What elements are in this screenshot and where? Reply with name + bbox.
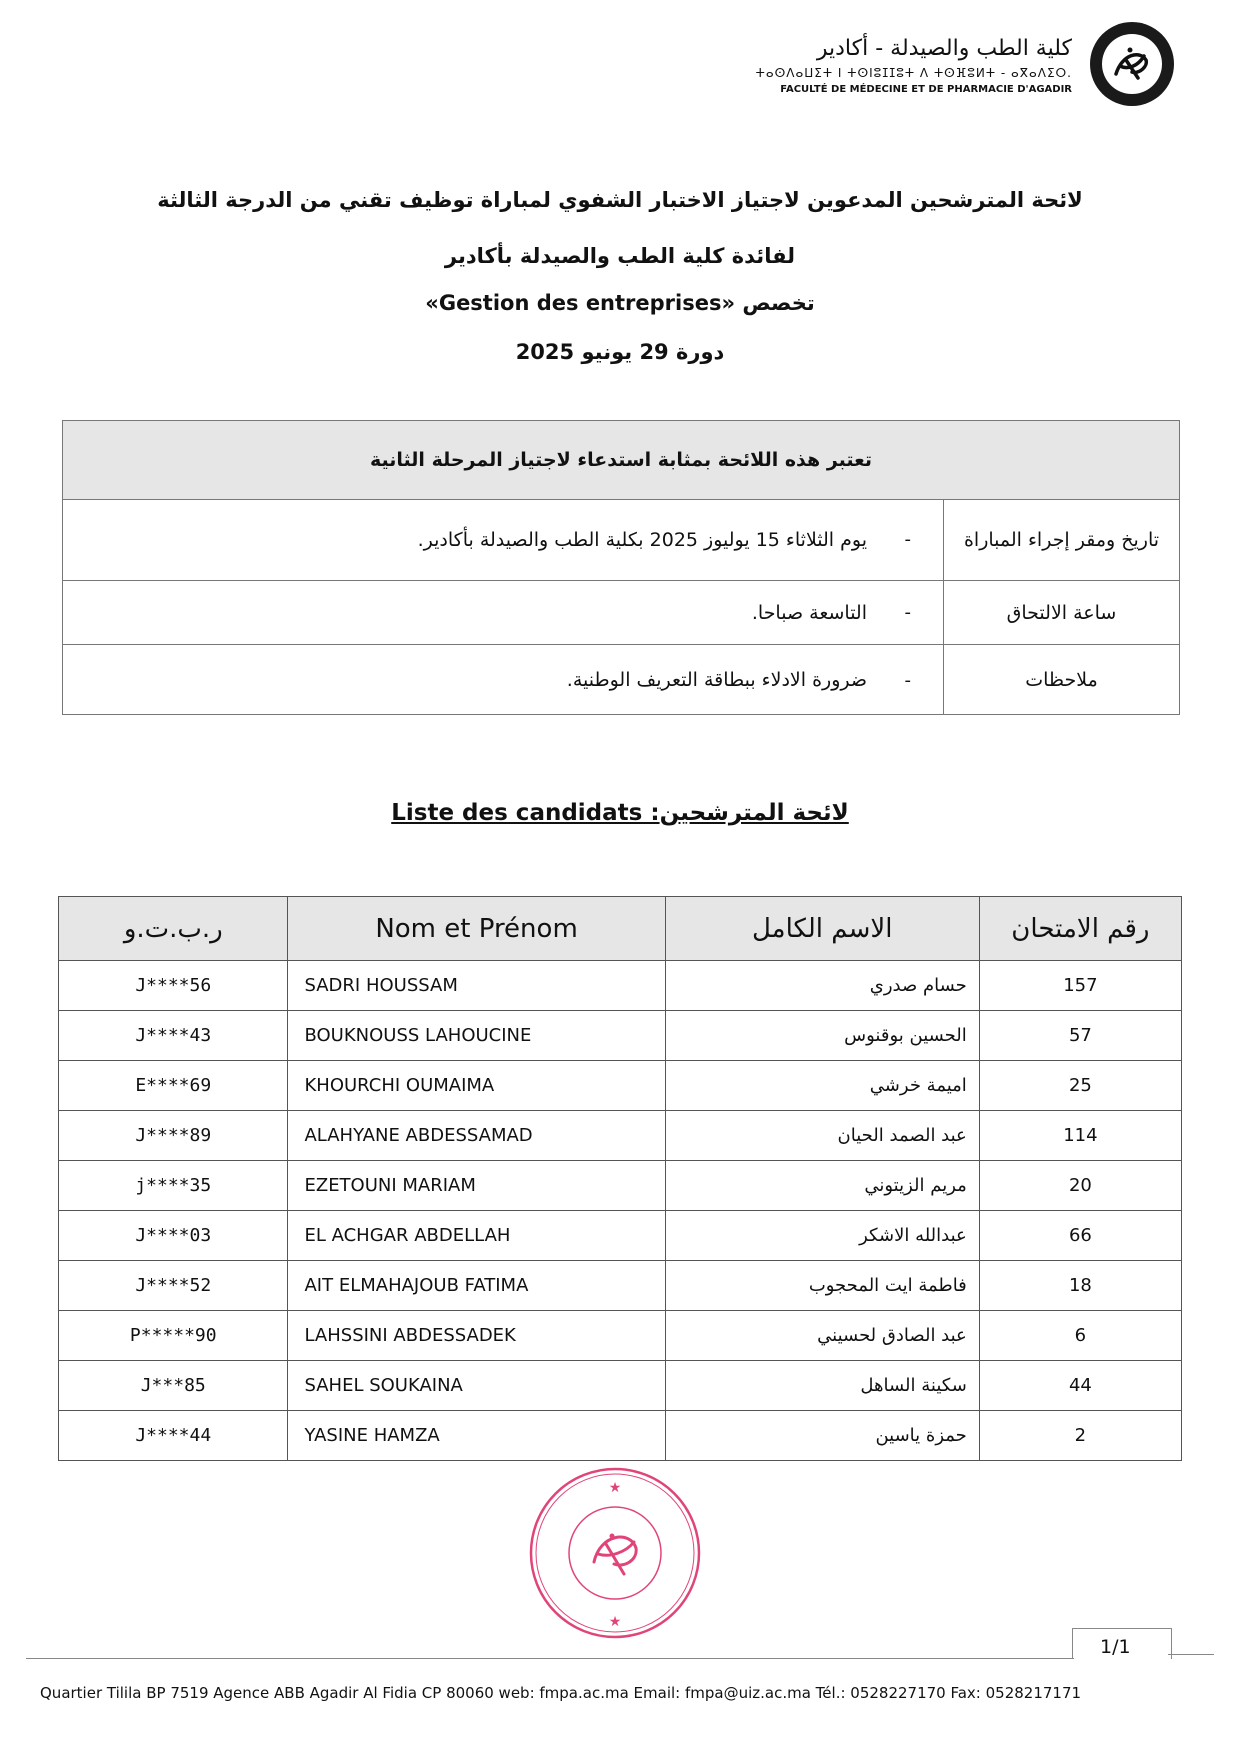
column-header-exam-number: رقم الامتحان <box>979 897 1181 961</box>
info-label: ساعة الالتحاق <box>943 581 1179 644</box>
cell-exam-number: 6 <box>979 1311 1181 1361</box>
cell-name-ar: سكينة الساهل <box>665 1361 979 1411</box>
cell-exam-number: 25 <box>979 1061 1181 1111</box>
cell-exam-number: 18 <box>979 1261 1181 1311</box>
footer-address: Quartier Tilila BP 7519 Agence ABB Agadir Al Fidia CP 80060 web: fmpa.ac.ma Email: fmpa@uiz.ac.ma Tél.: 0528227170 Fax: 0528217171 <box>40 1684 1082 1702</box>
cell-name-ar: مريم الزيتوني <box>665 1161 979 1211</box>
cell-name-ar: اميمة خرشي <box>665 1061 979 1111</box>
cell-name-fr: AIT ELMAHAJOUB FATIMA <box>288 1261 665 1311</box>
candidates-list-title <box>0 800 1240 826</box>
cell-name-fr: SAHEL SOUKAINA <box>288 1361 665 1411</box>
convocation-info-table <box>62 420 1180 715</box>
university-seal-logo <box>1088 20 1176 108</box>
cell-exam-number: 66 <box>979 1211 1181 1261</box>
convocation-info-heading: تعتبر هذه اللائحة بمثابة استدعاء لاجتياز المرحلة الثانية <box>63 421 1179 500</box>
faculty-name-french: FACULTÉ DE MÉDECINE ET DE PHARMACIE D'AGADIR <box>780 84 1072 95</box>
cell-name-fr: EL ACHGAR ABDELLAH <box>288 1211 665 1261</box>
svg-text:★: ★ <box>608 1614 622 1630</box>
cell-name-fr: ALAHYANE ABDESSAMAD <box>288 1111 665 1161</box>
info-value: ضرورة الادلاء ببطاقة التعريف الوطنية. <box>566 669 867 691</box>
column-header-cin: ر.ب.ت.و <box>59 897 288 961</box>
table-row <box>59 1261 1182 1311</box>
cell-name-fr: KHOURCHI OUMAIMA <box>288 1061 665 1111</box>
footer-divider <box>26 1658 1074 1659</box>
candidates-table-body <box>59 961 1182 1461</box>
info-row-notes <box>63 645 1179 715</box>
table-row <box>59 961 1182 1011</box>
info-label: ملاحظات <box>943 645 1179 715</box>
info-dash: - <box>904 602 911 623</box>
cell-name-ar: الحسين بوقنوس <box>665 1011 979 1061</box>
cell-cin: J***85 <box>59 1361 288 1411</box>
table-row <box>59 1161 1182 1211</box>
table-row <box>59 1111 1182 1161</box>
document-title-line-1: لائحة المترشحين المدعوين لاجتياز الاختبار الشفوي لمباراة توظيف تقني من الدرجة الثالثة <box>157 188 1083 212</box>
cell-exam-number: 20 <box>979 1161 1181 1211</box>
info-dash: - <box>904 529 911 550</box>
table-header-row <box>59 897 1182 961</box>
cell-name-ar: عبد الصادق لحسيني <box>665 1311 979 1361</box>
document-title-line-4: دورة 29 يونيو 2025 <box>515 340 725 364</box>
cell-cin: J****44 <box>59 1411 288 1461</box>
cell-cin: J****43 <box>59 1011 288 1061</box>
cell-name-fr: EZETOUNI MARIAM <box>288 1161 665 1211</box>
cell-cin: j****35 <box>59 1161 288 1211</box>
cell-cin: E****69 <box>59 1061 288 1111</box>
cell-name-fr: SADRI HOUSSAM <box>288 961 665 1011</box>
info-label: تاريخ ومقر إجراء المباراة <box>943 499 1179 580</box>
column-header-name-ar: الاسم الكامل <box>665 897 979 961</box>
table-row <box>59 1061 1182 1111</box>
cell-exam-number: 57 <box>979 1011 1181 1061</box>
cell-name-fr: LAHSSINI ABDESSADEK <box>288 1311 665 1361</box>
cell-name-fr: YASINE HAMZA <box>288 1411 665 1461</box>
cell-exam-number: 2 <box>979 1411 1181 1461</box>
cell-exam-number: 157 <box>979 961 1181 1011</box>
cell-name-ar: عبد الصمد الحيان <box>665 1111 979 1161</box>
cell-cin: J****52 <box>59 1261 288 1311</box>
cell-cin: J****03 <box>59 1211 288 1261</box>
candidates-list-title-text: Liste des candidats :لائحة المترشحين <box>391 800 849 826</box>
faculty-name-tifinagh: ⵜⴰⵙⴷⴰⵡⵉⵜ ⵏ ⵜⵙⵏⵓⵊⵊⵓⵜ ⴷ ⵜⵙⴼⵓⵍⵜ - ⴰⴳⴰⴷⵉⵔ. <box>755 66 1072 80</box>
cell-cin: J****89 <box>59 1111 288 1161</box>
svg-text:★: ★ <box>608 1480 622 1496</box>
document-title-line-2: لفائدة كلية الطب والصيدلة بأكادير <box>444 244 796 268</box>
cell-name-ar: فاطمة ايت المحجوب <box>665 1261 979 1311</box>
table-row <box>59 1211 1182 1261</box>
table-row <box>59 1011 1182 1061</box>
document-title-line-3: تخصص «Gestion des entreprises» <box>425 291 815 315</box>
cell-cin: P*****90 <box>59 1311 288 1361</box>
info-row-arrival-time <box>63 581 1179 645</box>
cell-name-ar: عبدالله الاشكر <box>665 1211 979 1261</box>
page-number: 1/1 <box>1100 1636 1131 1658</box>
candidates-table <box>58 896 1182 1461</box>
table-row <box>59 1411 1182 1461</box>
cell-exam-number: 114 <box>979 1111 1181 1161</box>
cell-name-ar: حسام صدري <box>665 961 979 1011</box>
cell-cin: J****56 <box>59 961 288 1011</box>
info-dash: - <box>904 669 911 691</box>
cell-name-fr: BOUKNOUSS LAHOUCINE <box>288 1011 665 1061</box>
info-row-date-place <box>63 499 1179 581</box>
faculty-stamp <box>526 1464 704 1642</box>
info-value: التاسعة صباحا. <box>751 601 867 624</box>
table-row <box>59 1361 1182 1411</box>
cell-exam-number: 44 <box>979 1361 1181 1411</box>
table-row <box>59 1311 1182 1361</box>
footer-divider-right <box>1168 1654 1214 1655</box>
column-header-name-fr: Nom et Prénom <box>288 897 665 961</box>
info-value: يوم الثلاثاء 15 يوليوز 2025 بكلية الطب والصيدلة بأكادير. <box>417 528 867 551</box>
faculty-name-arabic: كلية الطب والصيدلة - أكادير <box>816 36 1072 61</box>
cell-name-ar: حمزة ياسين <box>665 1411 979 1461</box>
